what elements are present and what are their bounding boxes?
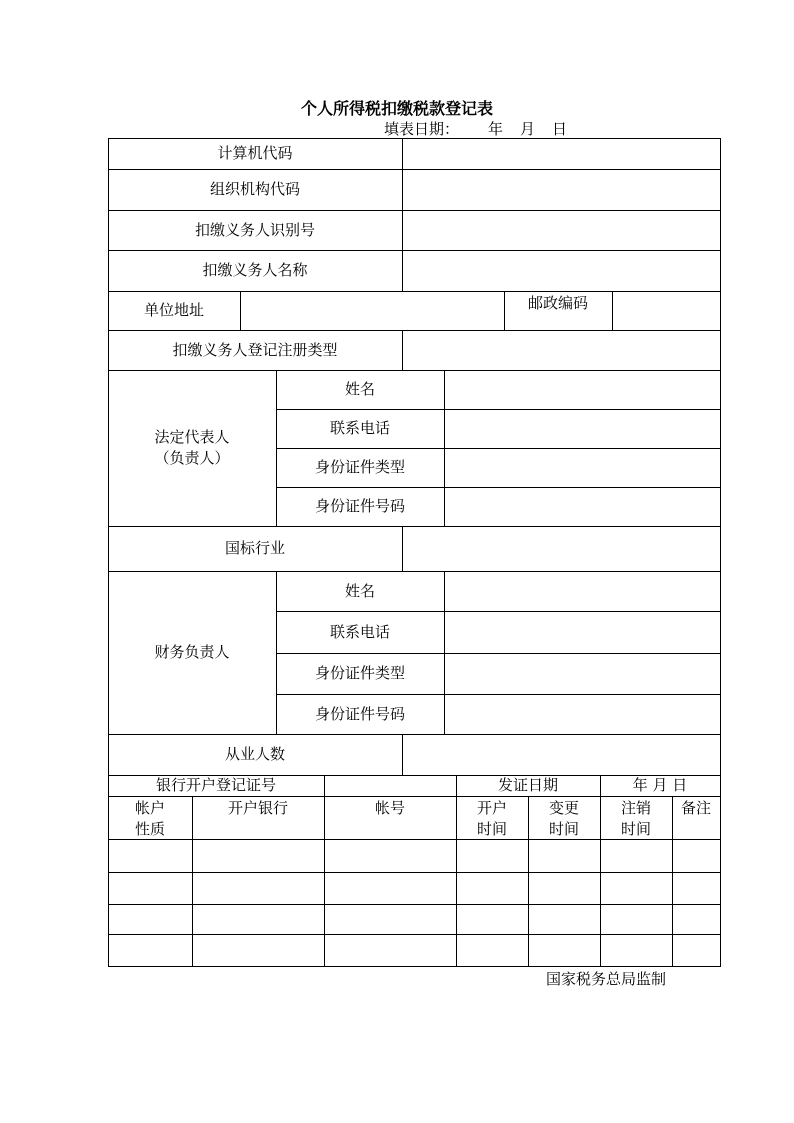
finance-id-type-label: 身份证件类型 (314, 664, 405, 682)
finance-id-type-field[interactable] (445, 654, 720, 694)
bank-table-row[interactable] (109, 905, 720, 934)
header-close-date: 注销 时间 (620, 799, 651, 838)
bank-reg-no-label: 银行开户登记证号 (155, 776, 276, 794)
registration-type-field[interactable] (403, 331, 720, 370)
withholder-name-field[interactable] (403, 251, 720, 291)
withholder-id-label: 扣缴义务人识别号 (194, 220, 315, 239)
finance-name-field[interactable] (445, 572, 720, 611)
industry-label: 国标行业 (224, 539, 285, 557)
computer-code-label: 计算机代码 (217, 144, 293, 162)
postal-code-field[interactable] (613, 292, 720, 330)
table-border-right (720, 138, 721, 967)
finance-head-label: 财务负责人 (154, 643, 230, 661)
legal-rep-phone-field[interactable] (445, 410, 720, 448)
employee-count-field[interactable] (403, 735, 720, 775)
fill-date-month: 月 (520, 120, 536, 138)
finance-id-number-field[interactable] (445, 695, 720, 734)
header-change-date: 变更 时间 (548, 799, 579, 838)
employee-count-label: 从业人数 (224, 745, 285, 763)
computer-code-field[interactable] (403, 139, 720, 169)
unit-address-label: 单位地址 (143, 301, 204, 319)
finance-id-number-label: 身份证件号码 (314, 704, 405, 723)
issue-date-ymd: 年 月 日 (632, 776, 688, 794)
legal-rep-name-label: 姓名 (344, 380, 375, 398)
issue-date-label: 发证日期 (497, 776, 558, 794)
header-open-date: 开户 时间 (476, 799, 507, 838)
footer-issuer: 国家税务总局监制 (546, 970, 667, 988)
withholder-id-field[interactable] (403, 211, 720, 250)
bank-table-row[interactable] (109, 873, 720, 904)
bank-table-row[interactable] (109, 935, 720, 966)
finance-phone-label: 联系电话 (329, 622, 390, 641)
legal-rep-phone-label: 联系电话 (329, 419, 390, 437)
finance-name-label: 姓名 (344, 581, 375, 600)
legal-rep-id-type-label: 身份证件类型 (314, 458, 405, 476)
row-line (108, 966, 721, 967)
unit-address-field[interactable] (241, 292, 504, 330)
form-title: 个人所得税扣缴税款登记表 (300, 99, 493, 118)
legal-rep-id-number-label: 身份证件号码 (314, 497, 405, 515)
legal-rep-name-field[interactable] (445, 371, 720, 409)
industry-field[interactable] (403, 527, 720, 571)
legal-rep-id-number-field[interactable] (445, 488, 720, 526)
legal-rep-id-type-field[interactable] (445, 449, 720, 487)
fill-date-day: 日 (552, 120, 568, 138)
header-remarks: 备注 (680, 799, 711, 817)
finance-phone-field[interactable] (445, 612, 720, 653)
header-account-type: 帐户 性质 (134, 799, 165, 838)
header-bank: 开户银行 (227, 799, 288, 817)
org-code-field[interactable] (403, 170, 720, 210)
withholder-name-label: 扣缴义务人名称 (202, 261, 308, 279)
org-code-label: 组织机构代码 (209, 180, 300, 198)
legal-rep-label: 法定代表人 （负责人） (154, 428, 230, 467)
fill-date-year: 年 (488, 120, 504, 138)
header-account-number: 帐号 (374, 799, 405, 817)
fill-date-label: 填表日期： (384, 120, 460, 138)
bank-reg-no-field[interactable] (325, 776, 456, 796)
postal-code-label: 邮政编码 (527, 294, 588, 312)
registration-type-label: 扣缴义务人登记注册类型 (172, 340, 338, 359)
bank-table-row[interactable] (109, 840, 720, 872)
